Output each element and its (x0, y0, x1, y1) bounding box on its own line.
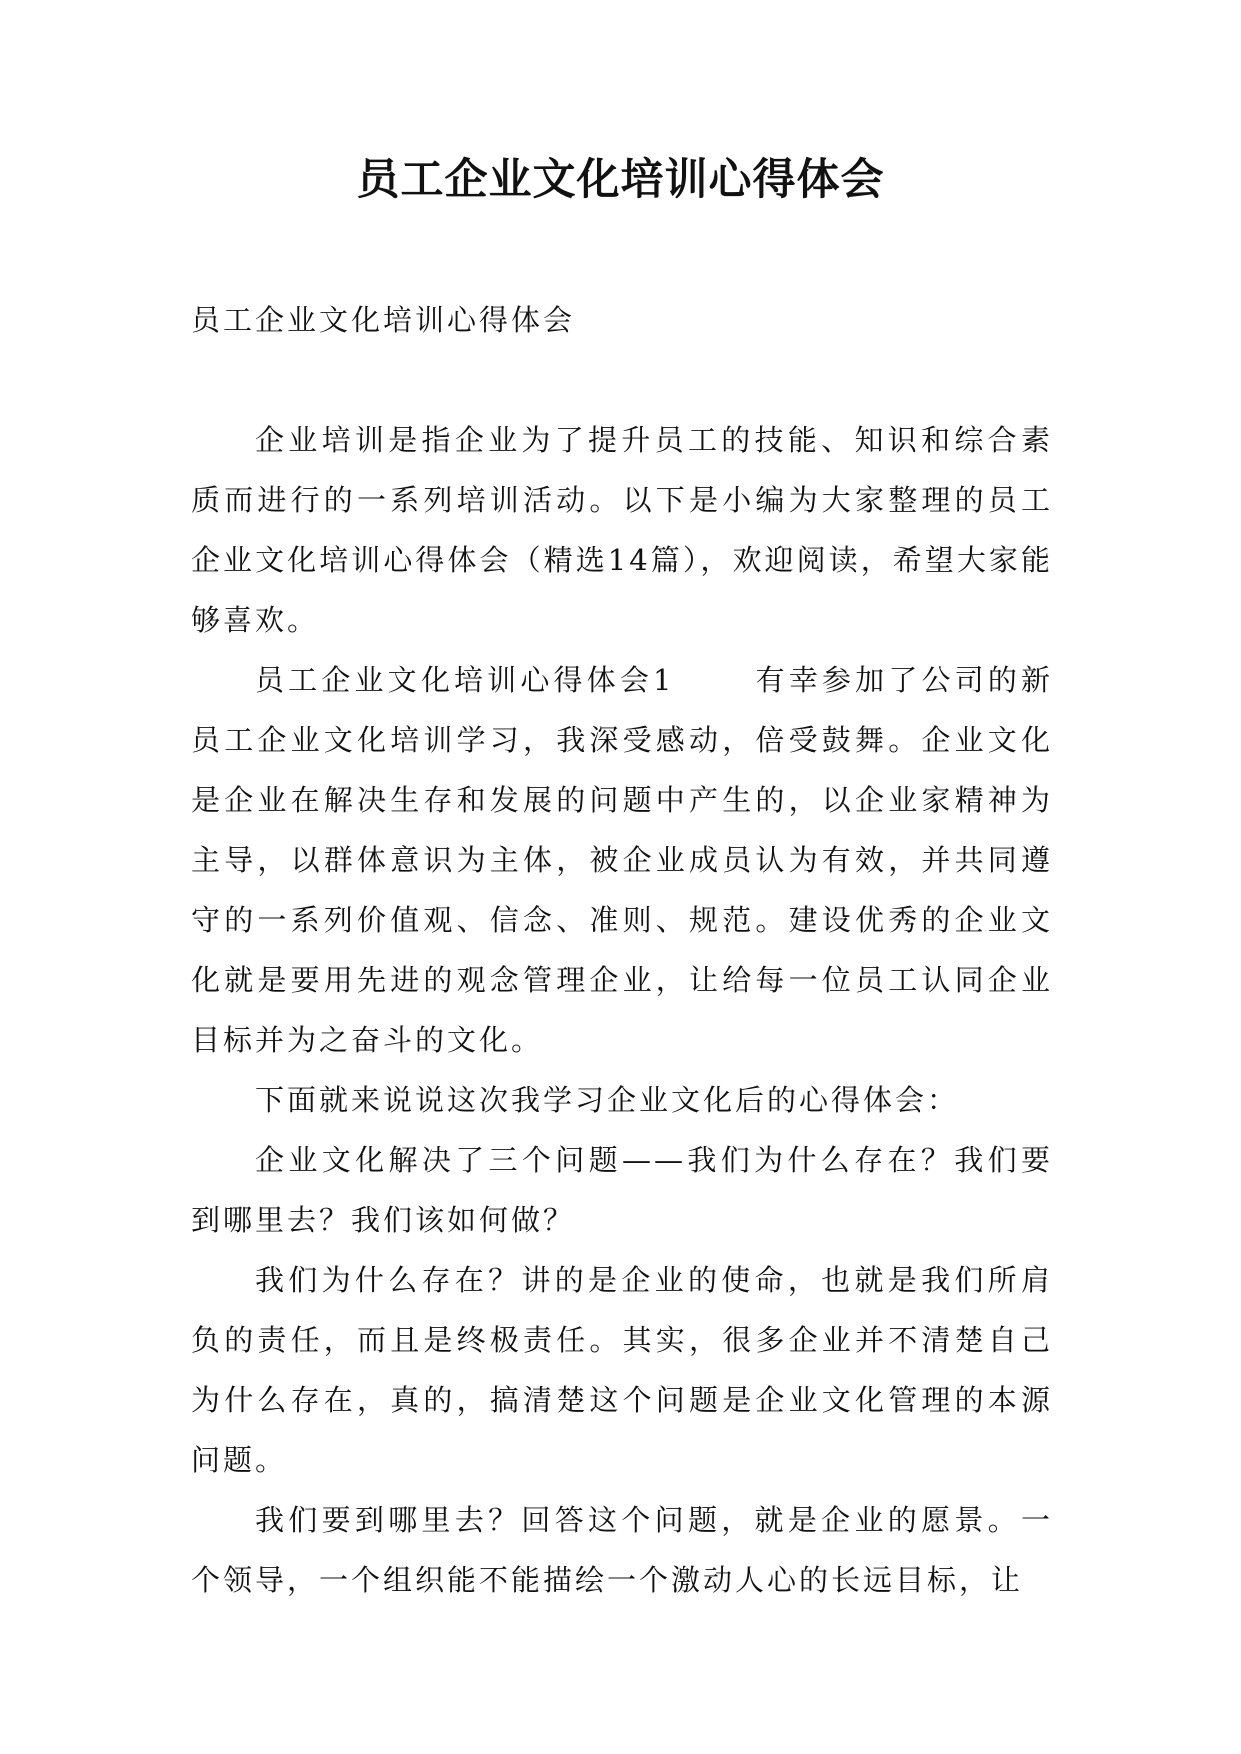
document-body (191, 290, 1053, 1610)
paragraph-lead-in: 下面就来说说这次我学习企业文化后的心得体会： (255, 1083, 960, 1117)
paragraph-article-1 (191, 650, 1053, 1070)
article-text: 有幸参加了公司的新员工企业文化培训学习，我深受感动，倍受鼓舞。企业文化是企业在解决生存和发展的问题中产生的，以企业家精神为主导，以群体意识为主体，被企业成员认为有效，并共同遵守的一系列价值观、信念、准则、规范。建设优秀的企业文化就是要用先进的观念管理企业，让给每一位员工认同企业目标并为之奋斗的文化。 (191, 663, 1053, 1057)
paragraph-vision: 我们要到哪里去？回答这个问题，就是企业的愿景。一个领导，一个组织能不能描绘一个激动人心的长远目标，让 (191, 1503, 1053, 1597)
paragraph-intro: 企业培训是指企业为了提升员工的技能、知识和综合素质而进行的一系列培训活动。以下是小编为大家整理的员工企业文化培训心得体会（精选14篇），欢迎阅读，希望大家能够喜欢。 (191, 423, 1053, 637)
document-title: 员工企业文化培训心得体会 (356, 155, 885, 205)
document-subtitle: 员工企业文化培训心得体会 (191, 303, 576, 337)
paragraph-three-questions: 企业文化解决了三个问题——我们为什么存在？我们要到哪里去？我们该如何做？ (191, 1143, 1053, 1237)
paragraph-mission: 我们为什么存在？讲的是企业的使命，也就是我们所肩负的责任，而且是终极责任。其实，很多企业并不清楚自己为什么存在，真的，搞清楚这个问题是企业文化管理的本源问题。 (191, 1263, 1053, 1477)
article-heading: 员工企业文化培训心得体会1 (255, 663, 675, 697)
